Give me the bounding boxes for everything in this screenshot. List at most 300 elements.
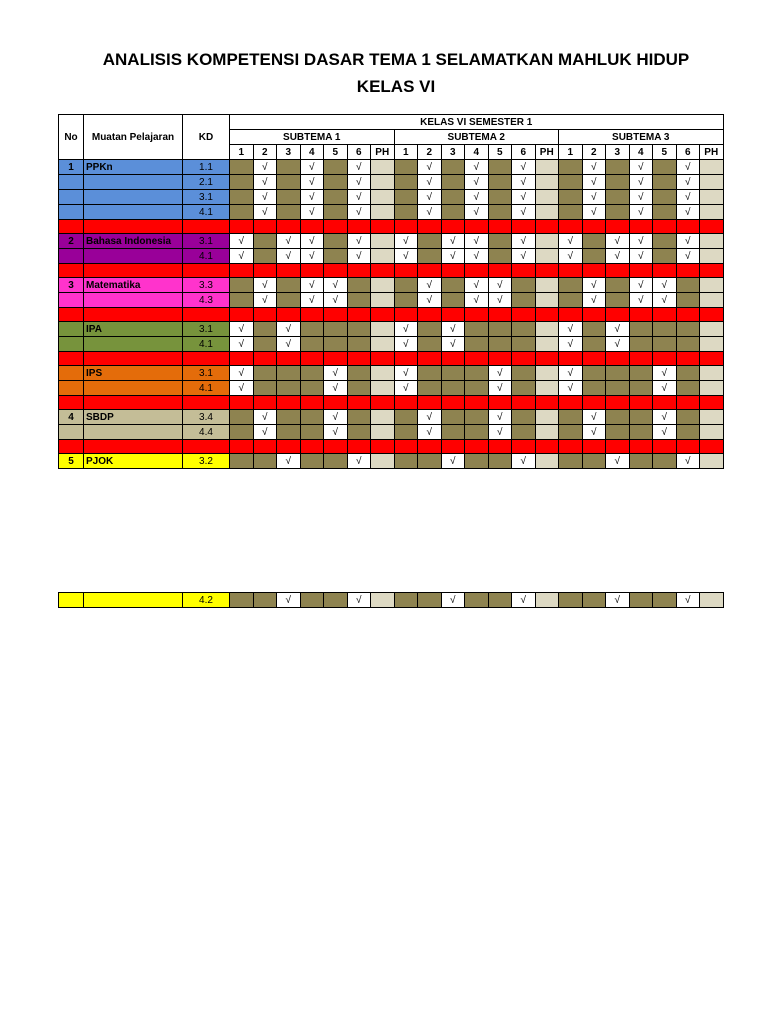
separator-cell — [535, 352, 559, 366]
empty-cell — [512, 293, 536, 308]
separator-cell — [324, 220, 348, 234]
empty-cell — [653, 205, 677, 220]
separator-cell — [418, 264, 442, 278]
empty-cell — [465, 410, 489, 425]
empty-cell — [629, 454, 653, 469]
empty-cell — [253, 381, 277, 396]
empty-cell — [559, 293, 583, 308]
separator-cell — [277, 352, 301, 366]
continuation-table — [58, 592, 724, 608]
empty-cell — [629, 337, 653, 352]
empty-cell — [488, 190, 512, 205]
check-cell: √ — [277, 454, 301, 469]
check-cell: √ — [488, 293, 512, 308]
subject-name: PJOK — [84, 454, 183, 469]
separator-cell — [653, 308, 677, 322]
check-cell: √ — [629, 160, 653, 175]
separator-cell — [606, 220, 630, 234]
empty-cell — [324, 337, 348, 352]
separator-cell — [629, 220, 653, 234]
separator-cell — [183, 308, 230, 322]
empty-cell — [394, 454, 418, 469]
empty-cell — [371, 249, 395, 264]
subject-name: SBDP — [84, 410, 183, 425]
check-cell: √ — [300, 205, 324, 220]
separator-cell — [559, 396, 583, 410]
empty-cell — [606, 205, 630, 220]
check-cell: √ — [230, 322, 254, 337]
empty-cell — [277, 160, 301, 175]
check-cell: √ — [606, 593, 630, 608]
check-cell: √ — [230, 234, 254, 249]
header-kd: KD — [183, 115, 230, 160]
empty-cell — [465, 381, 489, 396]
separator-cell — [418, 396, 442, 410]
check-cell: √ — [277, 337, 301, 352]
header-lesson-3-2: 2 — [582, 145, 606, 160]
check-cell: √ — [253, 175, 277, 190]
check-cell: √ — [300, 278, 324, 293]
separator-cell — [183, 440, 230, 454]
empty-cell — [371, 366, 395, 381]
separator-cell — [59, 220, 84, 234]
separator-cell — [418, 352, 442, 366]
empty-cell — [629, 322, 653, 337]
empty-cell — [606, 366, 630, 381]
separator-cell — [441, 440, 465, 454]
separator-cell — [230, 352, 254, 366]
empty-cell — [653, 454, 677, 469]
empty-cell — [559, 454, 583, 469]
subject-name: PPKn — [84, 160, 183, 175]
row-number: 1 — [59, 160, 84, 175]
check-cell: √ — [394, 234, 418, 249]
empty-cell — [347, 381, 371, 396]
empty-cell — [371, 160, 395, 175]
empty-cell — [418, 234, 442, 249]
check-cell: √ — [418, 410, 442, 425]
empty-cell — [394, 593, 418, 608]
empty-cell — [371, 322, 395, 337]
check-cell: √ — [582, 190, 606, 205]
check-cell: √ — [394, 381, 418, 396]
empty-cell — [582, 366, 606, 381]
empty-cell — [441, 425, 465, 440]
separator-cell — [253, 352, 277, 366]
check-cell: √ — [347, 249, 371, 264]
separator-cell — [535, 440, 559, 454]
empty-cell — [488, 454, 512, 469]
check-cell: √ — [488, 278, 512, 293]
separator-cell — [465, 264, 489, 278]
separator-cell — [230, 440, 254, 454]
empty-cell — [653, 337, 677, 352]
check-cell: √ — [324, 410, 348, 425]
separator-cell — [441, 220, 465, 234]
check-cell: √ — [253, 425, 277, 440]
empty-cell — [394, 205, 418, 220]
separator-cell — [488, 440, 512, 454]
separator-cell — [606, 440, 630, 454]
separator-cell — [347, 396, 371, 410]
table-row — [59, 381, 724, 396]
empty-cell — [300, 410, 324, 425]
empty-cell — [300, 366, 324, 381]
subject-name — [84, 249, 183, 264]
header-lesson-1-5: 5 — [324, 145, 348, 160]
separator-cell — [371, 396, 395, 410]
empty-cell — [488, 322, 512, 337]
check-cell: √ — [512, 190, 536, 205]
separator-cell — [700, 440, 724, 454]
check-cell: √ — [582, 410, 606, 425]
check-cell: √ — [582, 278, 606, 293]
header-lesson-2-5: 5 — [488, 145, 512, 160]
separator-cell — [59, 440, 84, 454]
subject-name — [84, 381, 183, 396]
empty-cell — [488, 249, 512, 264]
empty-cell — [371, 454, 395, 469]
separator-cell — [676, 220, 700, 234]
separator-cell — [559, 220, 583, 234]
check-cell: √ — [676, 160, 700, 175]
empty-cell — [606, 190, 630, 205]
kd-code: 3.3 — [183, 278, 230, 293]
empty-cell — [700, 322, 724, 337]
separator-cell — [465, 220, 489, 234]
empty-cell — [700, 454, 724, 469]
kd-code: 4.3 — [183, 293, 230, 308]
empty-cell — [653, 322, 677, 337]
check-cell: √ — [582, 160, 606, 175]
empty-cell — [559, 205, 583, 220]
table-row — [59, 322, 724, 337]
empty-cell — [371, 278, 395, 293]
row-number — [59, 175, 84, 190]
separator-cell — [394, 396, 418, 410]
empty-cell — [300, 425, 324, 440]
empty-cell — [347, 425, 371, 440]
separator-cell — [582, 264, 606, 278]
separator-cell — [441, 396, 465, 410]
header-lesson-3-3: 3 — [606, 145, 630, 160]
empty-cell — [371, 205, 395, 220]
separator-cell — [653, 264, 677, 278]
row-number — [59, 366, 84, 381]
row-number — [59, 593, 84, 608]
check-cell: √ — [606, 234, 630, 249]
check-cell: √ — [488, 425, 512, 440]
separator-cell — [606, 396, 630, 410]
separator-cell — [84, 352, 183, 366]
check-cell: √ — [653, 293, 677, 308]
empty-cell — [700, 593, 724, 608]
empty-cell — [606, 410, 630, 425]
empty-cell — [465, 366, 489, 381]
check-cell: √ — [512, 593, 536, 608]
table-row — [59, 425, 724, 440]
empty-cell — [535, 410, 559, 425]
empty-cell — [371, 293, 395, 308]
empty-cell — [512, 410, 536, 425]
page-title: ANALISIS KOMPETENSI DASAR TEMA 1 SELAMATKAN MAHLUK HIDUP — [102, 50, 690, 69]
check-cell: √ — [653, 410, 677, 425]
page-subtitle: KELAS VI — [356, 77, 436, 96]
check-cell: √ — [465, 234, 489, 249]
empty-cell — [582, 593, 606, 608]
check-cell: √ — [300, 175, 324, 190]
separator-cell — [512, 264, 536, 278]
empty-cell — [465, 454, 489, 469]
kd-code: 3.1 — [183, 322, 230, 337]
kd-code: 3.1 — [183, 190, 230, 205]
empty-cell — [676, 366, 700, 381]
empty-cell — [324, 454, 348, 469]
check-cell: √ — [418, 278, 442, 293]
separator-cell — [277, 396, 301, 410]
header-lesson-2-4: 4 — [465, 145, 489, 160]
check-cell: √ — [676, 234, 700, 249]
check-cell: √ — [300, 293, 324, 308]
empty-cell — [277, 381, 301, 396]
header-lesson-2-6: 6 — [512, 145, 536, 160]
separator-cell — [300, 396, 324, 410]
row-number — [59, 249, 84, 264]
separator-cell — [277, 220, 301, 234]
check-cell: √ — [324, 381, 348, 396]
kd-code: 3.2 — [183, 454, 230, 469]
check-cell: √ — [559, 322, 583, 337]
empty-cell — [582, 337, 606, 352]
empty-cell — [324, 160, 348, 175]
empty-cell — [300, 337, 324, 352]
empty-cell — [653, 249, 677, 264]
check-cell: √ — [512, 249, 536, 264]
empty-cell — [535, 234, 559, 249]
separator-cell — [277, 264, 301, 278]
empty-cell — [535, 175, 559, 190]
check-cell: √ — [653, 278, 677, 293]
check-cell: √ — [653, 425, 677, 440]
empty-cell — [559, 175, 583, 190]
empty-cell — [488, 175, 512, 190]
separator-cell — [512, 220, 536, 234]
separator-cell — [582, 352, 606, 366]
separator-cell — [676, 396, 700, 410]
check-cell: √ — [606, 337, 630, 352]
row-number — [59, 190, 84, 205]
row-number — [59, 322, 84, 337]
empty-cell — [535, 190, 559, 205]
empty-cell — [300, 381, 324, 396]
check-cell: √ — [347, 190, 371, 205]
separator-cell — [59, 308, 84, 322]
empty-cell — [488, 593, 512, 608]
check-cell: √ — [488, 381, 512, 396]
separator-cell — [230, 396, 254, 410]
check-cell: √ — [465, 160, 489, 175]
separator-row — [59, 396, 724, 410]
subject-name: IPS — [84, 366, 183, 381]
empty-cell — [535, 205, 559, 220]
separator-cell — [394, 220, 418, 234]
empty-cell — [488, 234, 512, 249]
subject-name — [84, 190, 183, 205]
empty-cell — [441, 190, 465, 205]
check-cell: √ — [418, 425, 442, 440]
empty-cell — [371, 175, 395, 190]
empty-cell — [676, 410, 700, 425]
header-lesson-3-ph: PH — [700, 145, 724, 160]
check-cell: √ — [559, 366, 583, 381]
empty-cell — [394, 160, 418, 175]
subject-name — [84, 337, 183, 352]
check-cell: √ — [465, 205, 489, 220]
check-cell: √ — [277, 593, 301, 608]
separator-cell — [441, 264, 465, 278]
empty-cell — [347, 293, 371, 308]
empty-cell — [512, 322, 536, 337]
separator-cell — [84, 220, 183, 234]
header-lesson-2-2: 2 — [418, 145, 442, 160]
check-cell: √ — [324, 366, 348, 381]
empty-cell — [441, 410, 465, 425]
empty-cell — [535, 322, 559, 337]
check-cell: √ — [629, 249, 653, 264]
header-subtheme-1: SUBTEMA 1 — [230, 130, 395, 145]
table-row — [59, 278, 724, 293]
table-row — [59, 190, 724, 205]
separator-cell — [347, 440, 371, 454]
check-cell: √ — [465, 293, 489, 308]
empty-cell — [488, 205, 512, 220]
check-cell: √ — [465, 190, 489, 205]
separator-cell — [653, 352, 677, 366]
empty-cell — [559, 278, 583, 293]
empty-cell — [300, 322, 324, 337]
separator-cell — [347, 308, 371, 322]
empty-cell — [676, 381, 700, 396]
empty-cell — [535, 160, 559, 175]
empty-cell — [441, 381, 465, 396]
empty-cell — [606, 278, 630, 293]
check-cell: √ — [629, 278, 653, 293]
separator-cell — [371, 440, 395, 454]
empty-cell — [700, 160, 724, 175]
empty-cell — [512, 425, 536, 440]
table-row — [59, 337, 724, 352]
check-cell: √ — [441, 234, 465, 249]
empty-cell — [277, 205, 301, 220]
separator-cell — [277, 440, 301, 454]
subject-name — [84, 425, 183, 440]
kd-code: 2.1 — [183, 175, 230, 190]
check-cell: √ — [559, 337, 583, 352]
empty-cell — [629, 593, 653, 608]
empty-cell — [582, 249, 606, 264]
separator-cell — [441, 308, 465, 322]
empty-cell — [277, 293, 301, 308]
empty-cell — [277, 410, 301, 425]
separator-cell — [230, 220, 254, 234]
separator-cell — [629, 352, 653, 366]
separator-cell — [324, 352, 348, 366]
table-row — [59, 410, 724, 425]
check-cell: √ — [488, 410, 512, 425]
header-lesson-1-2: 2 — [253, 145, 277, 160]
check-cell: √ — [418, 293, 442, 308]
empty-cell — [347, 322, 371, 337]
empty-cell — [559, 425, 583, 440]
separator-cell — [394, 264, 418, 278]
table-row — [59, 175, 724, 190]
separator-cell — [465, 396, 489, 410]
separator-cell — [700, 352, 724, 366]
subject-name — [84, 205, 183, 220]
separator-row — [59, 264, 724, 278]
check-cell: √ — [629, 293, 653, 308]
empty-cell — [629, 381, 653, 396]
empty-cell — [512, 381, 536, 396]
separator-cell — [253, 396, 277, 410]
subject-name — [84, 293, 183, 308]
empty-cell — [535, 381, 559, 396]
empty-cell — [324, 190, 348, 205]
empty-cell — [465, 425, 489, 440]
empty-cell — [582, 381, 606, 396]
table-row — [59, 366, 724, 381]
empty-cell — [394, 175, 418, 190]
separator-cell — [606, 308, 630, 322]
separator-cell — [700, 264, 724, 278]
kd-code: 4.1 — [183, 381, 230, 396]
row-number — [59, 425, 84, 440]
empty-cell — [700, 175, 724, 190]
separator-cell — [84, 396, 183, 410]
header-subtheme-2: SUBTEMA 2 — [394, 130, 559, 145]
separator-cell — [512, 352, 536, 366]
empty-cell — [676, 337, 700, 352]
separator-cell — [653, 220, 677, 234]
table-row — [59, 454, 724, 469]
empty-cell — [441, 366, 465, 381]
check-cell: √ — [441, 337, 465, 352]
separator-cell — [629, 264, 653, 278]
empty-cell — [606, 175, 630, 190]
separator-cell — [676, 440, 700, 454]
separator-cell — [629, 396, 653, 410]
header-lesson-1-1: 1 — [230, 145, 254, 160]
check-cell: √ — [676, 454, 700, 469]
subject-name — [84, 593, 183, 608]
empty-cell — [441, 293, 465, 308]
empty-cell — [606, 381, 630, 396]
separator-cell — [418, 440, 442, 454]
check-cell: √ — [512, 205, 536, 220]
empty-cell — [535, 425, 559, 440]
empty-cell — [559, 160, 583, 175]
empty-cell — [324, 175, 348, 190]
empty-cell — [629, 425, 653, 440]
check-cell: √ — [347, 593, 371, 608]
header-subtheme-3: SUBTEMA 3 — [559, 130, 724, 145]
check-cell: √ — [676, 205, 700, 220]
separator-cell — [465, 352, 489, 366]
empty-cell — [230, 278, 254, 293]
header-subject: Muatan Pelajaran — [84, 115, 183, 160]
empty-cell — [700, 337, 724, 352]
check-cell: √ — [465, 175, 489, 190]
